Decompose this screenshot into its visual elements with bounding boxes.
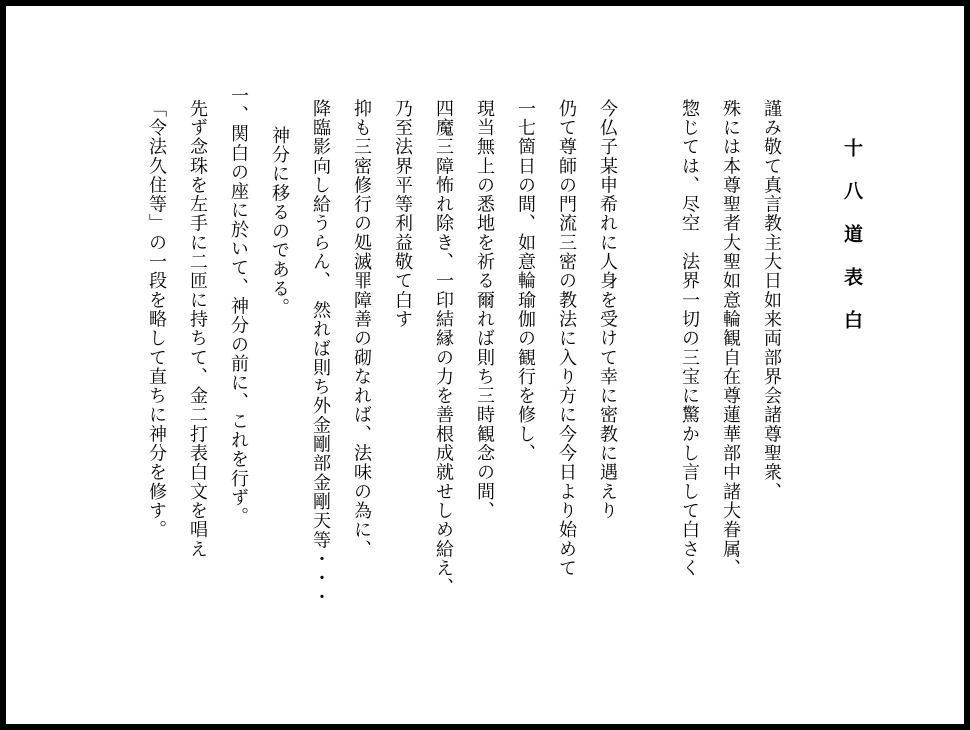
text-line-7: 現当無上の悉地を祈る爾れば則ち三時観念の間、 <box>474 99 495 521</box>
text-line-3: 惣じては、尽空 法界一切の三宝に驚かし言して白さく <box>679 99 700 578</box>
text-line-12: 神分に移るのである。 <box>269 126 290 318</box>
text-line-2: 殊には本尊聖者大聖如意輪観自在尊蓮華部中諸大眷属、 <box>720 99 741 578</box>
text-line-9: 乃至法界平等利益敬て白す <box>392 99 413 329</box>
text-line-1: 謹み敬て真言教主大日如来両部界会諸尊聖衆、 <box>761 99 782 502</box>
text-line-15: 「令法久住等」の一段を略して直ちに神分を修す。 <box>146 99 167 540</box>
text-line-13: 一、関白の座に於いて、神分の前に、これを行ず。 <box>228 86 249 527</box>
text-line-10: 抑も三密修行の処滅罪障善の砌なれば、法味の為に、 <box>351 99 372 559</box>
text-line-5: 仍て尊師の門流三密の教法に入り方に今今日より始めて <box>556 99 577 578</box>
text-line-4: 今仏子某申希れに人身を受けて幸に密教に遇えり <box>597 99 618 521</box>
text-line-6: 一七箇日の間、如意輪瑜伽の観行を修し、 <box>515 99 536 463</box>
text-line-8: 四魔三障怖れ除き、一印結縁の力を善根成就せしめ給え、 <box>433 99 454 597</box>
document-title: 十八道表白 <box>841 138 863 353</box>
text-line-11: 降臨影向し給うらん、 然れば則ち外金剛部金剛天等・・・ <box>310 99 331 608</box>
text-line-14: 先ず念珠を左手に二匝に持ちて、金二打表白文を唱え <box>187 99 208 559</box>
